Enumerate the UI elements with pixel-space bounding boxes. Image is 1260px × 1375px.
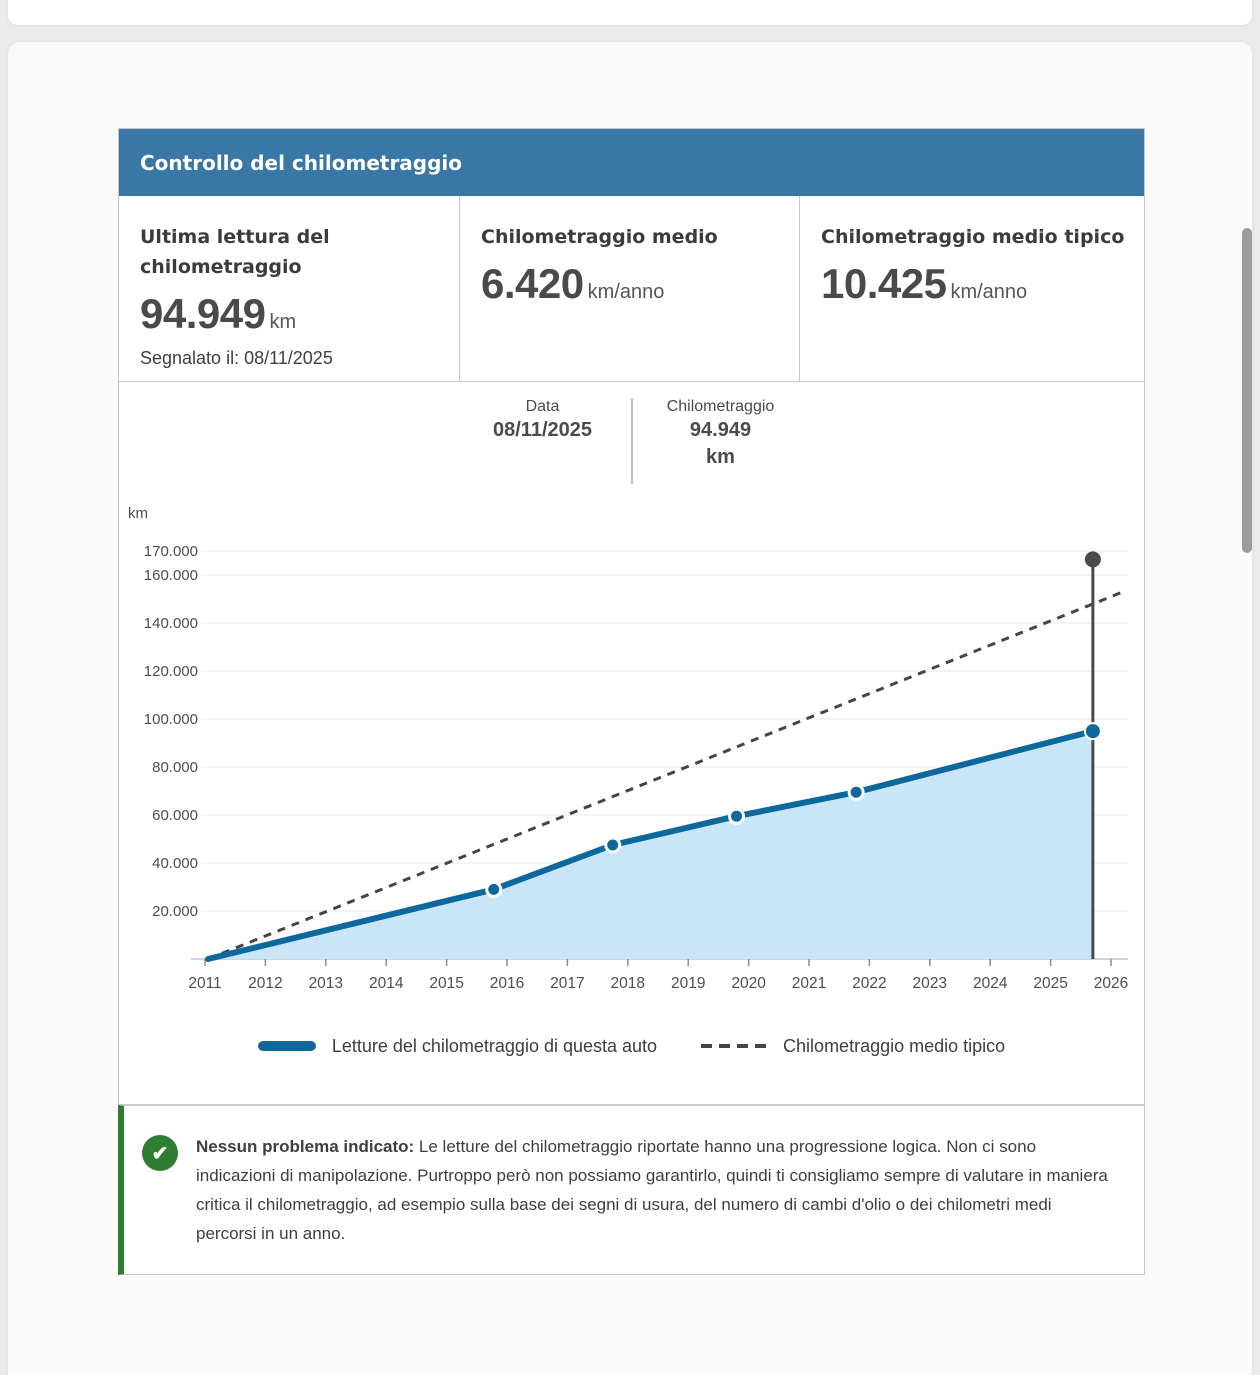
svg-text:2021: 2021 [791,975,827,992]
stat-value [140,290,441,338]
svg-text:km: km [128,505,148,522]
stat-last-reading [119,196,460,381]
scrollbar-thumb[interactable] [1242,228,1252,553]
tooltip-mileage-value: 94.949 [689,419,752,441]
widget-header [119,129,1144,196]
svg-text:2023: 2023 [912,975,948,992]
stat-note: Segnalato il: 08/11/2025 [140,348,333,368]
legend-item-readings [258,1036,657,1057]
stat-title: Chilometraggio medio [481,226,718,248]
svg-text:2024: 2024 [972,975,1008,992]
svg-text:40.000: 40.000 [152,855,198,872]
mileage-check-widget [118,128,1145,1105]
legend-label: Letture del chilometraggio di questa auto [331,1035,658,1056]
content-card [8,42,1252,1375]
svg-text:140.000: 140.000 [143,615,198,632]
svg-text:2025: 2025 [1033,975,1068,992]
tooltip-mileage [645,396,797,471]
svg-text:2012: 2012 [248,975,283,992]
svg-text:120.000: 120.000 [143,663,198,680]
svg-text:2022: 2022 [852,975,887,992]
dashed-line-swatch-icon [701,1044,767,1048]
svg-text:2018: 2018 [610,975,646,992]
alert-text [196,1132,1116,1248]
svg-text:2017: 2017 [550,975,585,992]
tooltip-mileage-label: Chilometraggio [666,398,775,415]
stat-value [821,260,1126,308]
stat-unit: km [269,311,297,333]
svg-text:170.000: 170.000 [143,543,198,560]
svg-text:2020: 2020 [731,975,766,992]
svg-text:2026: 2026 [1093,975,1129,992]
stats-row [119,196,1144,381]
stat-value [481,260,781,308]
stat-title: Ultima lettura del chilometraggio [140,226,330,278]
alert-body: Le letture del chilometraggio riportate hanno una progressione logica. Non ci sono indicazioni di manipolazione. Purtroppo però non possiamo garantirlo, quindi ti consigliamo sempre di valutare in maniera critica il chilometraggio, ad esempio sulla base dei segni di usura, del numero di cambi d'olio o dei chilometri medi percorsi in un anno. [196,1137,1108,1243]
check-circle-icon: ✔ [142,1135,178,1171]
chart-section [119,381,1144,1104]
stat-title: Chilometraggio medio tipico [821,226,1125,248]
chart-tooltip [119,396,1144,484]
svg-text:80.000: 80.000 [152,759,198,776]
svg-text:2013: 2013 [308,975,344,992]
no-problem-alert [118,1105,1145,1275]
tooltip-date-value: 08/11/2025 [493,419,592,441]
stat-average-mileage [460,196,800,381]
stat-number: 6.420 [481,260,584,307]
mileage-chart[interactable] [119,500,1144,1008]
svg-text:100.000: 100.000 [143,711,198,728]
chart-legend [119,1032,1144,1060]
tooltip-date-label: Data [525,398,560,415]
svg-text:2019: 2019 [670,975,706,992]
alert-title: Nessun problema indicato: [196,1137,415,1156]
legend-label: Chilometraggio medio tipico [783,1035,1006,1056]
stat-number: 94.949 [140,290,266,337]
svg-text:2011: 2011 [188,975,222,992]
svg-text:2015: 2015 [429,975,464,992]
legend-item-typical [701,1036,1005,1057]
svg-text:2014: 2014 [368,975,404,992]
svg-text:2016: 2016 [489,975,525,992]
stat-unit: km/anno [587,281,665,303]
widget-title: Controllo del chilometraggio [140,150,463,175]
tooltip-date [467,396,619,444]
previous-card-edge [8,0,1252,25]
svg-text:60.000: 60.000 [152,807,198,824]
stat-typical-average-mileage [800,196,1144,381]
tooltip-divider [631,398,633,484]
solid-line-swatch-icon [258,1041,316,1051]
svg-text:20.000: 20.000 [152,903,198,920]
svg-text:160.000: 160.000 [143,567,198,584]
stat-number: 10.425 [821,260,947,307]
alert-icon-column [124,1132,196,1248]
tooltip-mileage-unit: km [706,446,735,468]
stat-unit: km/anno [950,281,1028,303]
